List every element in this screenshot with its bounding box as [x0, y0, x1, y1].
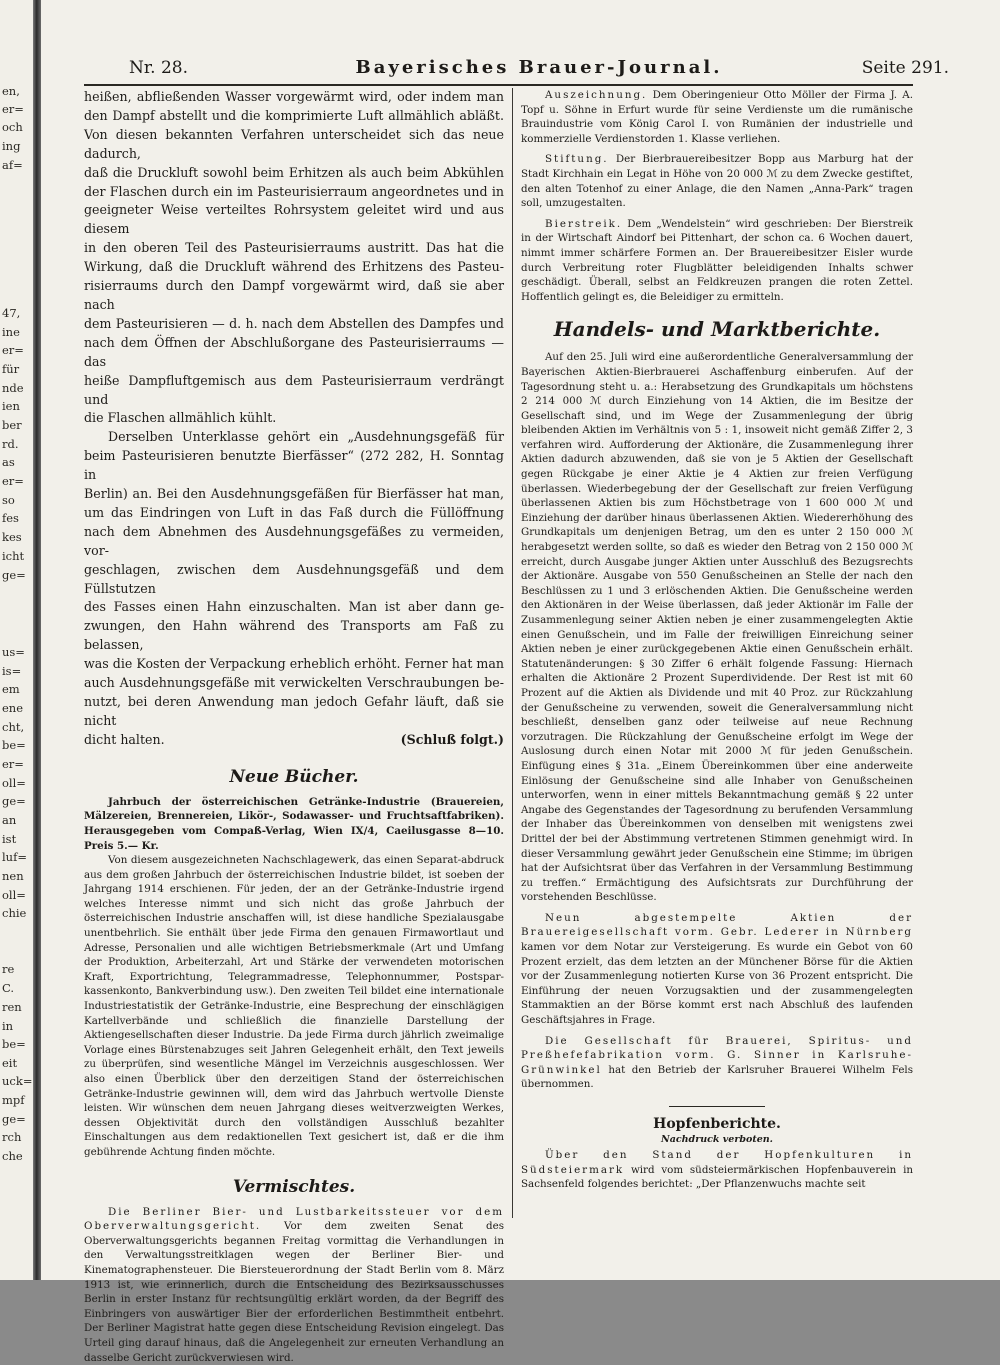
- margin-fragment: ist: [2, 832, 17, 846]
- margin-fragment: us=: [2, 645, 25, 659]
- notice-award: [521, 88, 913, 146]
- section-title-misc: Vermischtes.: [232, 1176, 356, 1197]
- margin-fragment: er=: [2, 757, 24, 771]
- margin-fragment: fes: [2, 511, 19, 525]
- margin-fragment: er=: [2, 343, 24, 357]
- margin-fragment: en,: [2, 84, 20, 98]
- margin-fragment: ge=: [2, 568, 26, 582]
- margin-fragment: 47,: [2, 306, 21, 320]
- notice-strike: [521, 217, 913, 305]
- section-title-hops: Hopfenberichte.: [653, 1116, 781, 1132]
- article-line: nutzt, bei deren Anwendung man jedoch Gefahr läuft, daß sie nicht: [84, 694, 504, 728]
- trade-takeover-body: hat den Betrieb der Karlsruher Brauerei Wilhelm Fels übernommen.: [521, 1063, 913, 1091]
- article-line: dem Pasteurisieren — d. h. nach dem Abstellen des Dampfes und: [84, 315, 504, 331]
- article-line: Wirkung, daß die Druckluft während des Erhitzens des Pasteu-: [84, 259, 504, 275]
- margin-fragment: ber: [2, 418, 22, 432]
- article-line: geschlagen, zwischen dem Ausdehnungsgefäß und dem Füllstutzen: [84, 561, 504, 596]
- article-line: des Fasses einen Hahn einzuschalten. Man ist aber dann ge-: [84, 599, 504, 615]
- notice-award-lead: Auszeichnung.: [545, 89, 648, 101]
- book-review: Von diesem ausgezeichneten Nachschlagewerk, das einen Separat-abdruck aus dem großen Jahrbuch der österreichischen Industrie bildet, ist soeben der Jahrgang 1914 erschienen. Für jeden, der an der Getränke-Industrie irgend welches Interesse nimmt und sich nicht das große Jahrbuch der österreichischen Industrie anschaffen will, ist diese handliche Spezialausgabe unentbehrlich. Sie enthält über jede Firma den genauen Firmawortlaut und Adresse, Personalien und alle wichtigen Betriebsmerkmale (Art und Umfang der Produktion, Arbeiterzahl, Art und Stärke der verwendeten motorischen Kraft, Exportrichtung, Telegrammadresse, Telephonnummer, Postspar-kassenkonto, Bankverbindung usw.). Den zweiten Teil bildet eine internationale Industriestatistik der Getränke-Industrie, eine Besprechung der einschlägigen Kartellverbände und schließlich die finanzielle Darstellung der Aktiengesellschaften dieser Industrie. Da jede Firma durch jährlich zweimalige Vorlage eines Bürstenabzuges seit Jahren Gelegenheit erhält, den Text jeweils zu überprüfen, sind wesentliche Mängel im Verzeichnis ausgeschlossen. Wer also einen Überblick über den derzeitigen Stand der österreichischen Getränke-Industrie gewinnen will, dem wird das Jahrbuch wertvolle Dienste leisten. Wir wünschen dem neuen Jahrgang dieses weitverzweigten Werkes, dessen Objektivität durch den vollständigen Ausschluß bezahlter Einschaltungen aus dem redaktionellen Text gesichert ist, daß er die ihm gebührende Achtung finden möchte.: [84, 854, 504, 1158]
- journal-title: Bayerisches Brauer-Journal.: [355, 57, 723, 78]
- margin-fragment: ge=: [2, 794, 26, 808]
- margin-fragment: ge=: [2, 1112, 26, 1126]
- article-line: Berlin) an. Bei den Ausdehnungsgefäßen für Bierfässer hat man,: [84, 486, 504, 502]
- article-line: die Flaschen allmählich kühlt.: [84, 410, 277, 426]
- trade-takeover-lead: Die Gesellschaft für Brauerei, Spiritus- und Preßhefefabrikation vorm. G. Sinner in Karlsruhe-Grünwinkel: [521, 1034, 913, 1076]
- margin-fragment: mpf: [2, 1093, 25, 1107]
- hops-report: [521, 1148, 913, 1192]
- margin-fragment: be=: [2, 738, 26, 752]
- margin-fragment: ren: [2, 1000, 22, 1014]
- continuation-note: (Schluß folgt.): [400, 731, 504, 747]
- notice-foundation-body: Der Bierbrauereibesitzer Bopp aus Marburg hat der Stadt Kirchhain ein Legat in Höhe von 20 000 ℳ zu dem Zwecke gestiftet, den alten Totenhof zu einer Anlage, die den Namen „Anna-Park“ tragen soll, umzugestalten.: [521, 153, 913, 210]
- article-line: Derselben Unterklasse gehört ein „Ausdehnungsgefäß für: [108, 429, 504, 445]
- margin-fragment: er=: [2, 474, 24, 488]
- margin-fragment: rd.: [2, 437, 19, 451]
- trade-report: Auf den 25. Juli wird eine außerordentliche Generalversammlung der Bayerischen Aktien-Bierbrauerei Aschaffenburg einberufen. Auf der Tagesordnung steht u. a.: Herabsetzung des Grundkapitals um höchstens 2 214 000 ℳ durch Einziehung von 14 Aktien, die im Besitze der Gesellschaft sind, und im Wege der Zusammenlegung der übrig bleibenden Aktien im Verhältnis von 5 : 1, insoweit nicht gemäß Ziffer 2, 3 verfahren wird. Aufforderung der Aktionäre, die Zusammenlegung ihrer Aktien dadurch abzuwenden, daß sie von je 5 Aktien der Gesellschaft gegen Rückgabe je einer Aktie je 4 Aktien zur freien Verfügung überlassen. Wiederbegebung der der Gesellschaft zur freien Verfügung überlassenen Aktien bis zum Höchstbetrage von 1 600 000 ℳ und Einziehung der darüber hinaus überlassenen Aktien. Wiedererhöhung des Grundkapitals um denjenigen Betrag, um den es unter 2 150 000 ℳ herabgesetzt werden sollte, so daß es wieder den Betrag von 2 150 000 ℳ erreicht, durch Ausgabe junger Aktien unter Ausschluß des Bezugsrechts der Aktionäre. Ausgabe von 550 Genußscheinen an Stelle der nach den Beschlüssen zu 1 und 3 erlöschenden Aktien. Die Genußscheine werden den Aktionären in der Weise überlassen, daß jeder Aktionär im Falle der Zusammenlegung seiner Aktien neben je einer zusammengelegten Aktie einen Genußschein, und im Falle der freiwilligen Einreichung seiner Aktien neben je einer zurückgegebenen Aktie einen Genußschein erhält. Statutenänderungen: § 30 Ziffer 6 erhält folgende Fassung: Hiernach erhalten die Aktionäre 2 Prozent Superdividende. Der Rest ist mit 60 Prozent auf die Aktien als Dividende und mit 40 Proz. zur Rückzahlung der Genußscheine zu verwenden, soweit die Generalversammlung nicht beschließt, denselben ganz oder teilweise auf neue Rechnung vorzutragen. Die Rückzahlung der Genußscheine erfolgt im Wege der Auslosung durch einen Notar mit 2000 ℳ für jeden Genußschein. Einfügung eines § 31a. „Einem Übereinkommen über eine anderweite Einlösung der Genußscheine sind alle Inhaber von Genußscheinen unterworfen, wenn in einer mittels Bekanntmachung gemäß § 22 unter Angabe des Gegenstandes der Tagesordnung zu berufenden Versammlung der Inhaber das Übereinkommen von denselben mit wenigstens zwei Drittel der bei der Abstimmung vertretenen Stimmen genehmigt wird. In dieser Versammlung gewährt jeder Genußschein eine Stimme; im übrigen hat der Aufsichtsrat über das Verfahren in der Versammlung Bestimmung zu treffen.“ Ermächtigung des Aufsichtsrats zur Durchführung der vorstehenden Beschlüsse.: [521, 351, 913, 904]
- article-line: heißen, abfließenden Wasser vorgewärmt wird, oder indem man: [84, 89, 504, 104]
- margin-fragment: cht,: [2, 720, 25, 734]
- margin-fragment: af=: [2, 158, 23, 172]
- margin-fragment: chie: [2, 906, 27, 920]
- article-line: nach dem Öffnen der Abschlußorgane des Pasteurisierraums — das: [84, 334, 504, 369]
- margin-fragment: in: [2, 1019, 14, 1033]
- article-line: um das Eindringen von Luft in das Faß durch die Füllöffnung: [84, 504, 504, 520]
- margin-fragment: nde: [2, 381, 24, 395]
- notice-award-body: Dem Oberingenieur Otto Möller der Firma J. A. Topf u. Söhne in Erfurt wurde für seine Verdienste um die rumänische Brauindustrie vom König Carol I. von Rumänien der industrielle und kommerzielle Verdienstorden 1. Klasse verliehen.: [521, 89, 913, 145]
- trade-auction-body: kamen vor dem Notar zur Versteigerung. Es wurde ein Gebot von 60 Prozent erzielt, das dem letzten an der Münchener Börse für die Aktien vor der Zusammenlegung notierten Kurse von 36 Prozent entspricht. Die Einführung der neuen Vorzugsaktien und der zusammengelegten Stammaktien an der Börse kommt erst nach Abschluß des laufenden Geschäftsjahres in Frage.: [521, 941, 913, 1027]
- article-line: was die Kosten der Verpackung erheblich erhöht. Ferner hat man: [84, 656, 504, 672]
- margin-fragment: re: [2, 962, 15, 976]
- reprint-notice: Nachdruck verboten.: [661, 1134, 773, 1145]
- margin-fragment: für: [2, 362, 20, 376]
- section-title-trade: Handels- und Marktberichte.: [553, 317, 881, 342]
- header-rule: [84, 84, 913, 86]
- right-column: [521, 88, 913, 1192]
- article-line: beim Pasteurisieren benutzte Bierfässer“ (272 282, H. Sonntag in: [84, 448, 504, 483]
- section-title-books: Neue Bücher.: [229, 766, 359, 787]
- article-line: Von diesen bekannten Verfahren unterscheidet sich das neue dadurch,: [84, 126, 504, 161]
- margin-fragment: an: [2, 813, 17, 827]
- left-column: [84, 88, 504, 1365]
- page-header: [129, 58, 949, 80]
- article-line: den Dampf abstellt und die komprimierte Luft allmählich abläßt.: [84, 107, 504, 123]
- article-line-end: dicht halten.: [84, 731, 165, 747]
- issue-number: Nr. 28.: [129, 58, 188, 78]
- margin-fragment: er=: [2, 102, 24, 116]
- margin-fragment: em: [2, 682, 20, 696]
- article-line: auch Ausdehnungsgefäße mit verwickelten Verschraubungen be-: [84, 675, 504, 691]
- article-line: nach dem Abnehmen des Ausdehnungsgefäßes zu vermeiden, vor-: [84, 523, 504, 558]
- margin-fragment: rch: [2, 1130, 22, 1144]
- page-number: Seite 291.: [861, 58, 949, 78]
- misc-article: [84, 1205, 504, 1365]
- book-entry: Jahrbuch der österreichischen Getränke-Industrie (Brauereien, Mälzereien, Brennereien, Likör-, Sodawasser- und Fruchtsaftfabriken). Herausgegeben vom Compaß-Verlag, Wien IX/4, Caeilusgasse 8—10. Preis 5.— Kr.: [84, 795, 504, 852]
- article-line: geeigneter Weise verteiltes Rohrsystem geleitet wird und aus diesem: [84, 202, 504, 237]
- article-line: der Flaschen durch ein im Pasteurisierraum angeordnetes und in: [84, 183, 504, 199]
- trade-auction-lead: Neun abgestempelte Aktien der Brauereigesellschaft vorm. Gebr. Lederer in Nürnberg: [521, 911, 913, 939]
- margin-fragment: nen: [2, 869, 24, 883]
- margin-fragment: ing: [2, 139, 21, 153]
- margin-fragment: uck=: [2, 1074, 33, 1088]
- margin-fragment: che: [2, 1149, 23, 1163]
- margin-fragment: ien: [2, 399, 20, 413]
- column-rule: [512, 88, 513, 1218]
- article-line: [84, 731, 504, 750]
- misc-body: Vor dem zweiten Senat des Oberverwaltungsgerichts begannen Freitag vormittag die Verhandlungen in den Verwaltungsstreitklagen wegen der Berliner Bier- und Kinematographensteuer. Die Biersteuerordnung der Stadt Berlin vom 8. März 1913 ist, wie erinnerlich, durch die Entscheidung des Bezirksausschusses Berlin in erster Instanz für rechtsungültig erklärt worden, da der Begriff des Einbringers von auswärtiger Bier der erforderlichen Bestimmtheit entbehrt. Der Berliner Magistrat hatte gegen diese Entscheidung Revision eingelegt. Das Urteil ging darauf hinaus, daß die Angelegenheit zur erneuten Verhandlung an dasselbe Gericht zurückverwiesen wird.: [84, 1220, 504, 1364]
- margin-fragment: as: [2, 455, 15, 469]
- notice-strike-lead: Bierstreik.: [545, 217, 623, 230]
- hops-report-lead: Über den Stand der Hopfenkulturen in Südsteiermark: [521, 1149, 913, 1176]
- margin-fragment: kes: [2, 530, 22, 544]
- margin-fragment: luf=: [2, 850, 27, 864]
- margin-fragment: oll=: [2, 776, 26, 790]
- notice-strike-body: Dem „Wendelstein“ wird geschrieben: Der Bierstreik in der Wirtschaft Aindorf bei Pittenhart, der schon ca. 6 Wochen dauert, nimmt immer schärfere Formen an. Der Brauereibesitzer Eisler wurde durch Verbreitung roter Flugblätter beleidigenden Inhalts schwer geschädigt. Überall, selbst an Feldkreuzen prangen die roten Zettel. Hoffentlich gelingt es, die Beleidiger zu ermitteln.: [521, 217, 913, 303]
- binding-shadow: [33, 0, 41, 1280]
- margin-fragment: icht: [2, 549, 25, 563]
- notice-foundation: [521, 152, 913, 210]
- article-line: in den oberen Teil des Pasteurisierraums austritt. Das hat die: [84, 240, 504, 256]
- article-line: zwungen, den Hahn während des Transports am Faß zu belassen,: [84, 618, 504, 653]
- margin-fragment: is=: [2, 664, 22, 678]
- margin-fragment: so: [2, 493, 15, 507]
- margin-fragment: eit: [2, 1056, 18, 1070]
- misc-lead: Die Berliner Bier- und Lustbarkeitssteuer vor dem Oberverwaltungsgericht.: [84, 1205, 504, 1233]
- margin-fragment: ine: [2, 325, 20, 339]
- notice-foundation-lead: Stiftung.: [545, 153, 609, 166]
- margin-fragment: oll=: [2, 888, 26, 902]
- article-line: heiße Dampfluftgemisch aus dem Pasteurisierraum verdrängt und: [84, 372, 504, 407]
- margin-fragment: och: [2, 120, 23, 134]
- hops-report-body: wird vom südsteiermärkischen Hopfenbauverein in Sachsenfeld folgendes berichtet: „Der Pflanzenwuchs machte seit: [521, 1163, 913, 1191]
- trade-takeover: [521, 1034, 913, 1092]
- trade-auction: [521, 911, 913, 1028]
- margin-fragment: be=: [2, 1037, 26, 1051]
- margin-fragment: ene: [2, 701, 24, 715]
- margin-fragment: C.: [2, 981, 15, 995]
- section-divider: [669, 1106, 765, 1107]
- article-line: daß die Druckluft sowohl beim Erhitzen als auch beim Abkühlen: [84, 164, 504, 180]
- article-line: risierraums durch den Dampf vorgewärmt wird, daß sie aber nach: [84, 278, 504, 312]
